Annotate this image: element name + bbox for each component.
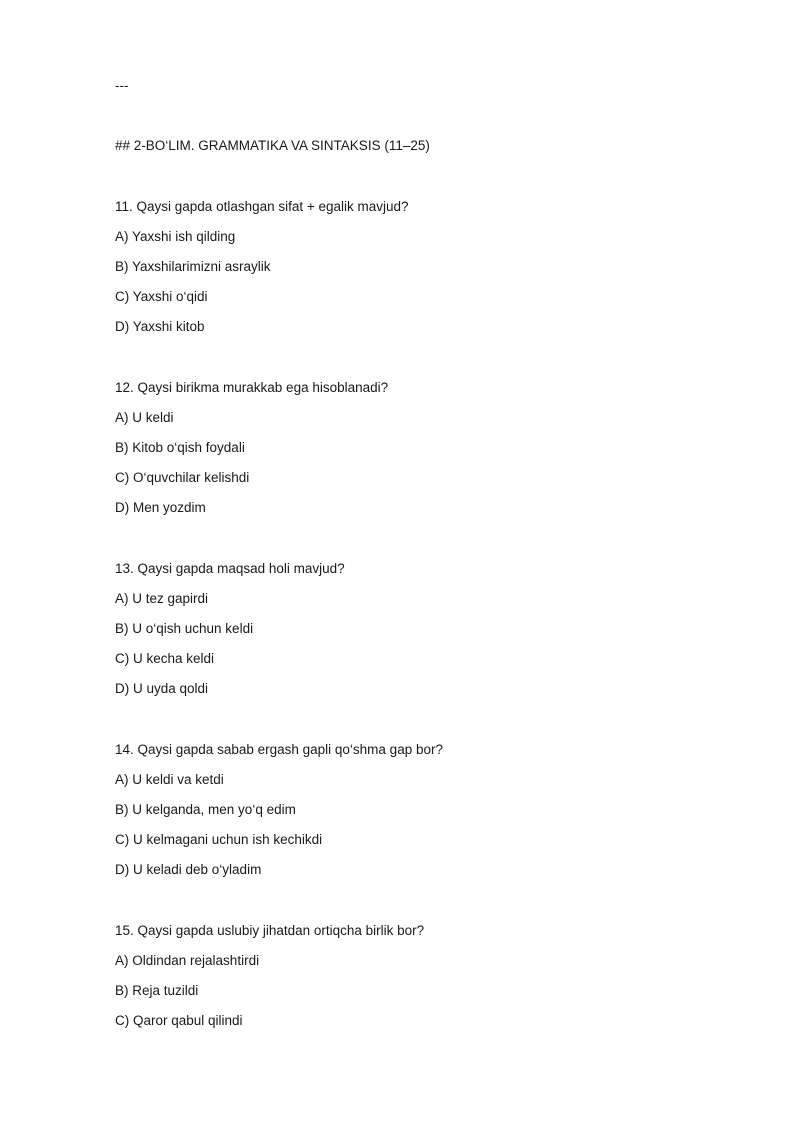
answer-option: B) Yaxshilarimizni asraylik: [115, 259, 271, 274]
question-text: 14. Qaysi gapda sabab ergash gapli qo‘shma gap bor?: [115, 742, 443, 757]
answer-option: D) Men yozdim: [115, 500, 206, 515]
answer-option: A) Yaxshi ish qilding: [115, 229, 236, 244]
separator-line: ---: [115, 78, 129, 93]
answer-option: B) Kitob o‘qish foydali: [115, 440, 245, 455]
answer-option: D) U keladi deb o‘yladim: [115, 862, 262, 877]
answer-option: A) U tez gapirdi: [115, 591, 209, 606]
answer-option: A) Oldindan rejalashtirdi: [115, 953, 260, 968]
answer-option: C) U kecha keldi: [115, 651, 215, 666]
question-text: 15. Qaysi gapda uslubiy jihatdan ortiqcha birlik bor?: [115, 923, 425, 938]
answer-option: A) U keldi va ketdi: [115, 772, 224, 787]
answer-option: B) Reja tuzildi: [115, 983, 199, 998]
answer-option: C) Yaxshi o‘qidi: [115, 289, 208, 304]
answer-option: D) U uyda qoldi: [115, 681, 209, 696]
answer-option: C) O‘quvchilar kelishdi: [115, 470, 250, 485]
section-heading: ## 2-BO‘LIM. GRAMMATIKA VA SINTAKSIS (11–25): [115, 138, 430, 153]
answer-option: C) U kelmagani uchun ish kechikdi: [115, 832, 323, 847]
question-text: 13. Qaysi gapda maqsad holi mavjud?: [115, 561, 345, 576]
answer-option: B) U o‘qish uchun keldi: [115, 621, 254, 636]
question-text: 11. Qaysi gapda otlashgan sifat + egalik mavjud?: [115, 199, 409, 214]
answer-option: B) U kelganda, men yo‘q edim: [115, 802, 296, 817]
answer-option: D) Yaxshi kitob: [115, 319, 205, 334]
answer-option: A) U keldi: [115, 410, 174, 425]
answer-option: C) Qaror qabul qilindi: [115, 1013, 243, 1028]
question-text: 12. Qaysi birikma murakkab ega hisoblanadi?: [115, 380, 389, 395]
